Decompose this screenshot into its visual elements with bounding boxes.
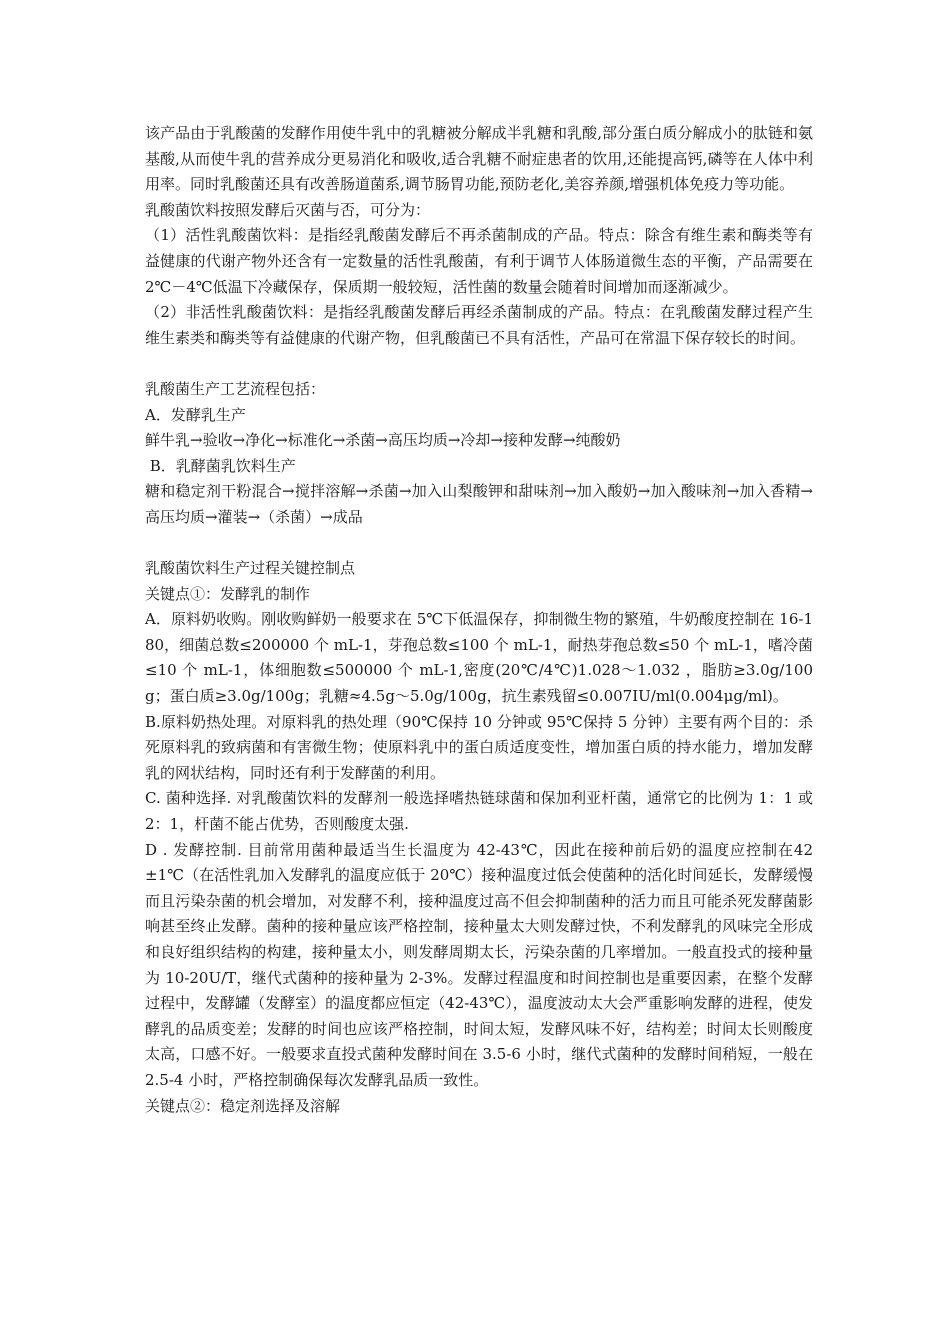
control-item-b: B.原料奶热处理。对原料乳的热处理（90℃保持 10 分钟或 95℃保持 5 分钟）主要有两个目的：杀死原料乳的致病菌和有害微生物；使原料乳中的蛋白质适度变性，增加蛋白质的持水能力，增加发酵乳的网状结构，同时还有利于发酵菌的利用。 — [145, 712, 813, 782]
process-b-title: B．乳酵菌乳饮料生产 — [145, 456, 296, 475]
process-a-flow: 鲜牛乳→验收→净化→标准化→杀菌→高压均质→冷却→接种发酵→纯酸奶 — [145, 431, 621, 450]
process-heading: 乳酸菌生产工艺流程包括： — [145, 379, 326, 398]
document-body — [145, 121, 813, 1119]
key-point-1-title: 关键点①：发酵乳的制作 — [145, 584, 311, 603]
process-a-title: A．发酵乳生产 — [145, 405, 246, 424]
spacer — [145, 531, 813, 557]
active-drink-paragraph: （1）活性乳酸菌饮料：是指经乳酸菌发酵后不再杀菌制成的产品。特点：除含有维生素和酶类等有益健康的代谢产物外还含有一定数量的活性乳酸菌，有利于调节人体肠道微生态的平衡，产品需要在 2℃－4℃低温下冷藏保存，保质期一般较短，活性菌的数量会随着时间增加而逐渐减少。 — [145, 226, 813, 296]
classification-intro: 乳酸菌饮料按照发酵后灭菌与否，可分为： — [145, 200, 431, 219]
spacer — [145, 351, 813, 377]
key-point-2-title: 关键点②：稳定剂选择及溶解 — [145, 1096, 341, 1115]
process-b-flow: 糖和稳定剂干粉混合→搅拌溶解→杀菌→加入山梨酸钾和甜味剂→加入酸奶→加入酸味剂→加入香精→高压均质→灌装→（杀菌）→成品 — [145, 482, 813, 526]
control-item-c: C. 菌种选择. 对乳酸菌饮料的发酵剂一般选择嗜热链球菌和保加利亚杆菌，通常它的比例为 1：1 或 2：1，杆菌不能占优势，否则酸度太强. — [145, 789, 813, 834]
control-heading: 乳酸菌饮料生产过程关键控制点 — [145, 559, 356, 578]
inactive-drink-paragraph: （2）非活性乳酸菌饮料：是指经乳酸菌发酵后再经杀菌制成的产品。特点：在乳酸菌发酵过程产生维生素类和酶类等有益健康的代谢产物，但乳酸菌已不具有活性，产品可在常温下保存较长的时间。 — [145, 303, 813, 347]
intro-paragraph: 该产品由于乳酸菌的发酵作用使牛乳中的乳糖被分解成半乳糖和乳酸,部分蛋白质分解成小的肽链和氨基酸,从而使牛乳的营养成分更易消化和吸收,适合乳糖不耐症患者的饮用,还能提高钙,磷等在人体中利用率。同时乳酸菌还具有改善肠道菌系,调节肠胃功能,预防老化,美容养颜,增强机体免疫力等功能。 — [145, 124, 813, 194]
control-item-a: A．原料奶收购。刚收购鲜奶一般要求在 5℃下低温保存，抑制微生物的繁殖，牛奶酸度控制在 16-180，细菌总数≤200000 个 mL-1，芽孢总数≤100 个 mL-1，耐热芽孢总数≤50 个 mL-1，嗜冷菌≤10 个 mL-1，体细胞数≤500000 个 mL-1,密度(20℃/4℃)1.028～1.032 ，脂肪≥3.0g/100g；蛋白质≥3.0g/100g；乳糖≈4.5g～5.0g/100g，抗生素残留≤0.007IU/ml(0.004μg/ml)。 — [145, 610, 813, 706]
control-item-d: D . 发酵控制. 目前常用菌种最适当生长温度为 42-43℃，因此在接种前后奶的温度应控制在42±1℃（在活性乳加入发酵乳的温度应低于 20℃）接种温度过低会使菌种的活化时间延长，发酵缓慢而且污染杂菌的机会增加，对发酵不利，接种温度过高不但会抑制菌种的活力而且可能杀死发酵菌影响甚至终止发酵。菌种的接种量应该严格控制，接种量太大则发酵过快，不利发酵乳的风味完全形成和良好组织结构的构建，接种量太小，则发酵周期太长，污染杂菌的几率增加。一般直投式的接种量为 10-20U/T，继代式菌种的接种量为 2-3%。发酵过程温度和时间控制也是重要因素，在整个发酵过程中，发酵罐（发酵室）的温度都应恒定（42-43℃），温度波动太大会严重影响发酵的进程，使发酵乳的品质变差；发酵的时间也应该严格控制，时间太短，发酵风味不好，结构差；时间太长则酸度太高，口感不好。一般要求直投式菌种发酵时间在 3.5-6 小时，继代式菌种的发酵时间稍短，一般在 2.5-4 小时，严格控制确保每次发酵乳品质一致性。 — [145, 840, 813, 1089]
